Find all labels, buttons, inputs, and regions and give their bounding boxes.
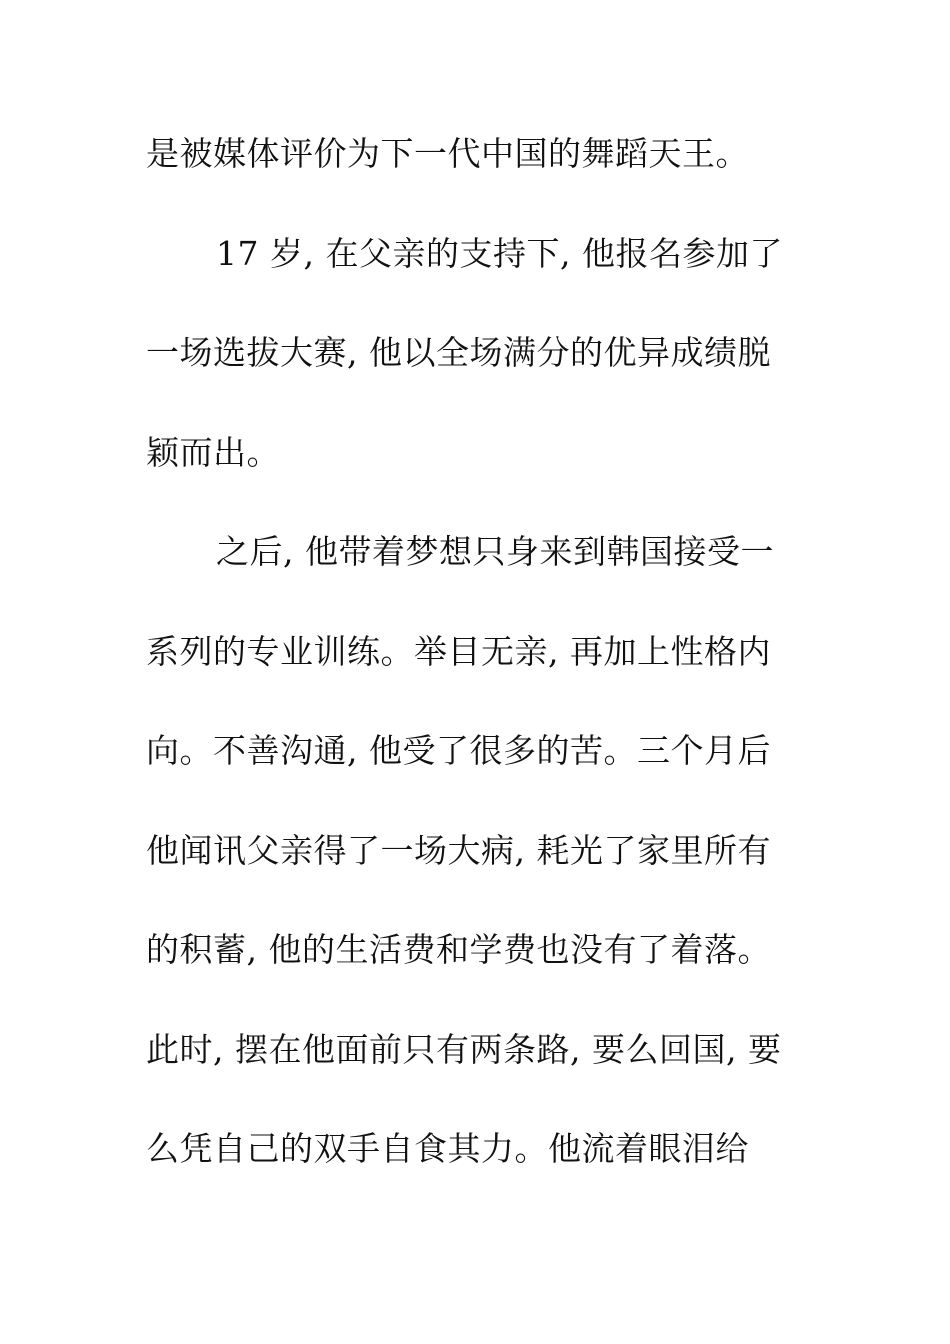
paragraph-start-line: 17 岁, 在父亲的支持下, 他报名参加了: [216, 233, 783, 273]
text-line: 他闻讯父亲得了一场大病, 耗光了家里所有: [146, 830, 771, 870]
text-line: 么凭自己的双手自食其力。他流着眼泪给: [146, 1129, 749, 1168]
text-line: 的积蓄, 他的生活费和学费也没有了着落。: [146, 930, 771, 969]
text-line: 一场选拔大赛, 他以全场满分的优异成绩脱: [146, 333, 771, 372]
paragraph-start-line: 之后, 他带着梦想只身来到韩国接受一: [216, 532, 774, 571]
text-line: 颖而出。: [146, 432, 280, 472]
body-text: [146, 126, 808, 1221]
text-line: 此时, 摆在他面前只有两条路, 要么回国, 要: [146, 1029, 782, 1069]
text-line: 是被媒体评价为下一代中国的舞蹈天王。: [146, 134, 749, 173]
text-line: 系列的专业训练。举目无亲, 再加上性格内: [146, 631, 771, 671]
text-line: 向。不善沟通, 他受了很多的苦。三个月后: [146, 731, 771, 770]
